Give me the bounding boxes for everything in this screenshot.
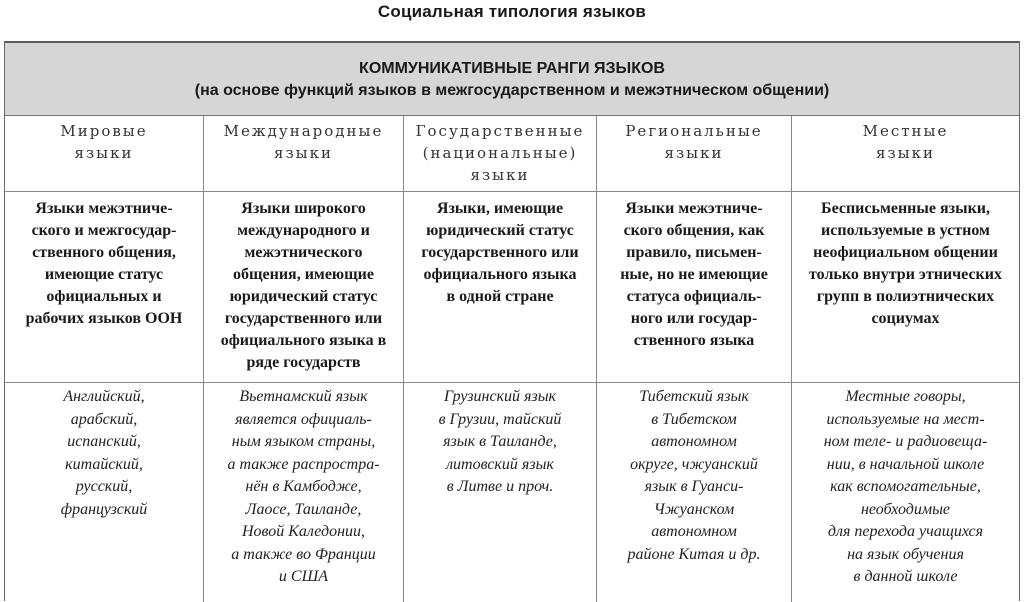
definition-line: Языки широкого [241, 200, 366, 217]
examples-line: Местные говоры, [845, 388, 966, 405]
definition-line: Языки межэтниче- [625, 200, 763, 217]
definition-line: государственного или [224, 310, 383, 327]
rank-line: Местные [862, 122, 949, 140]
definition-line: неофициальном общении [813, 244, 998, 261]
definition-line: международного и [237, 222, 370, 239]
rank-line: языки [470, 166, 530, 184]
examples-line: Чжуанском [653, 500, 735, 518]
rank-line: языки [664, 144, 724, 162]
examples-line: округе, чжуанский [630, 455, 758, 473]
examples-line: как вспомогательные, [830, 478, 981, 495]
definition-line: ского и межгосудар- [31, 222, 177, 239]
definition-line: рабочих языков ООН [25, 310, 183, 327]
examples-line: необходимые [860, 500, 951, 518]
examples-line: Лаосе, Таиланде, [245, 500, 362, 518]
rank-line: языки [876, 144, 935, 162]
examples-line: испанский, [67, 433, 141, 450]
definition-line: Языки, имеющие [436, 200, 564, 217]
rank-line: языки [274, 144, 333, 162]
examples-line: язык в Таиланде, [443, 433, 557, 450]
examples-line: китайский, [65, 455, 143, 473]
definition-line: социумах [871, 310, 940, 327]
rank-line: языки [74, 144, 134, 162]
rank-line: Мировые [60, 122, 148, 140]
definition-line: правило, письмен- [626, 244, 762, 261]
examples-cell-local [792, 382, 1019, 602]
examples-line: литовский язык [446, 455, 554, 473]
definition-line: общения, имеющие [233, 266, 374, 283]
examples-cell-state [404, 382, 597, 602]
examples-line: нён в Камбодже, [245, 478, 362, 495]
examples-line: а также распростра- [227, 455, 380, 473]
examples-line: ным языком страны, [231, 433, 376, 450]
definition-line: ные, но не имеющие [620, 266, 768, 283]
examples-cell-regional [597, 382, 792, 602]
examples-line: автономном [651, 523, 737, 540]
definition-line: ственного общения, [32, 244, 176, 261]
examples-line: в Литве и проч. [446, 478, 554, 495]
table-header-title: КОММУНИКАТИВНЫЕ РАНГИ ЯЗЫКОВ [359, 60, 665, 77]
examples-line: нии, в начальной школе [826, 455, 985, 473]
rank-cell-international [204, 116, 404, 191]
examples-line: Вьетнамский язык [239, 388, 368, 405]
table-header [5, 43, 1019, 116]
table-header-subtitle: (на основе функций языков в межгосударственном и межэтническом общении) [194, 82, 830, 99]
definition-line: статуса официаль- [626, 288, 762, 305]
definition-line: Языки межэтниче- [35, 200, 173, 217]
rank-cell-regional [597, 116, 792, 191]
examples-line: является официаль- [235, 410, 372, 428]
examples-cell-world [5, 382, 204, 602]
definition-line: ного или государ- [630, 310, 758, 327]
rank-line: (национальные) [422, 144, 578, 162]
definition-line: имеющие статус [44, 266, 164, 283]
examples-line: для перехода учащихся [827, 523, 984, 540]
definition-cell-international [204, 191, 404, 382]
examples-line: в данной школе [853, 568, 958, 585]
definition-row [5, 191, 1019, 383]
rank-line: Международные [223, 122, 384, 140]
definition-cell-world [5, 191, 204, 382]
language-ranks-table [4, 41, 1020, 601]
definition-cell-state [404, 191, 597, 382]
definition-line: официальных и [46, 288, 162, 305]
examples-line: Новой Каледонии, [241, 523, 366, 540]
definition-line: юридический статус [426, 222, 574, 239]
definition-line: Бесписьменные языки, [820, 200, 991, 217]
definition-line: только внутри этнических [809, 266, 1002, 283]
examples-line: а также во Франции [231, 545, 376, 563]
examples-line: районе Китая и др. [627, 545, 761, 563]
examples-line: используемые на мест- [826, 410, 985, 428]
definition-line: ряде государств [246, 354, 361, 371]
definition-cell-regional [597, 191, 792, 382]
examples-line: французский [60, 500, 148, 518]
examples-line: ном теле- и радиовеща- [823, 433, 988, 450]
rank-line: Государственные [415, 122, 585, 140]
rank-cell-world [5, 116, 204, 191]
definition-line: официального языка в [220, 332, 387, 349]
rank-cell-local [792, 116, 1019, 191]
examples-line: язык в Гуанси- [644, 478, 744, 495]
examples-line: Грузинский язык [443, 388, 557, 405]
examples-line: и США [278, 568, 329, 585]
examples-line: русский, [75, 478, 133, 495]
definition-line: в одной стране [446, 288, 554, 305]
examples-cell-international [204, 382, 404, 602]
examples-line: Английский, [63, 388, 145, 405]
definition-line: государственного или [421, 244, 579, 261]
definition-line: ского общения, как [623, 222, 765, 239]
rank-row [5, 116, 1019, 192]
definition-line: групп в полиэтнических [816, 288, 995, 305]
examples-row [5, 382, 1019, 602]
definition-line: используемые в устном [821, 222, 990, 239]
definition-cell-local [792, 191, 1019, 382]
examples-line: арабский, [70, 410, 138, 428]
examples-line: автономном [651, 433, 737, 450]
definition-line: межэтнического [244, 244, 363, 261]
page-title: Социальная типология языков [377, 2, 647, 21]
definition-line: ственного языка [633, 332, 755, 349]
examples-line: в Тибетском [651, 410, 737, 428]
definition-line: официального языка [423, 266, 577, 283]
definition-line: юридический статус [229, 288, 378, 305]
examples-line: на язык обучения [847, 545, 964, 563]
examples-line: Тибетский язык [639, 388, 749, 405]
rank-cell-state [404, 116, 597, 191]
rank-line: Региональные [625, 122, 763, 140]
examples-line: в Грузии, тайский [438, 410, 562, 428]
